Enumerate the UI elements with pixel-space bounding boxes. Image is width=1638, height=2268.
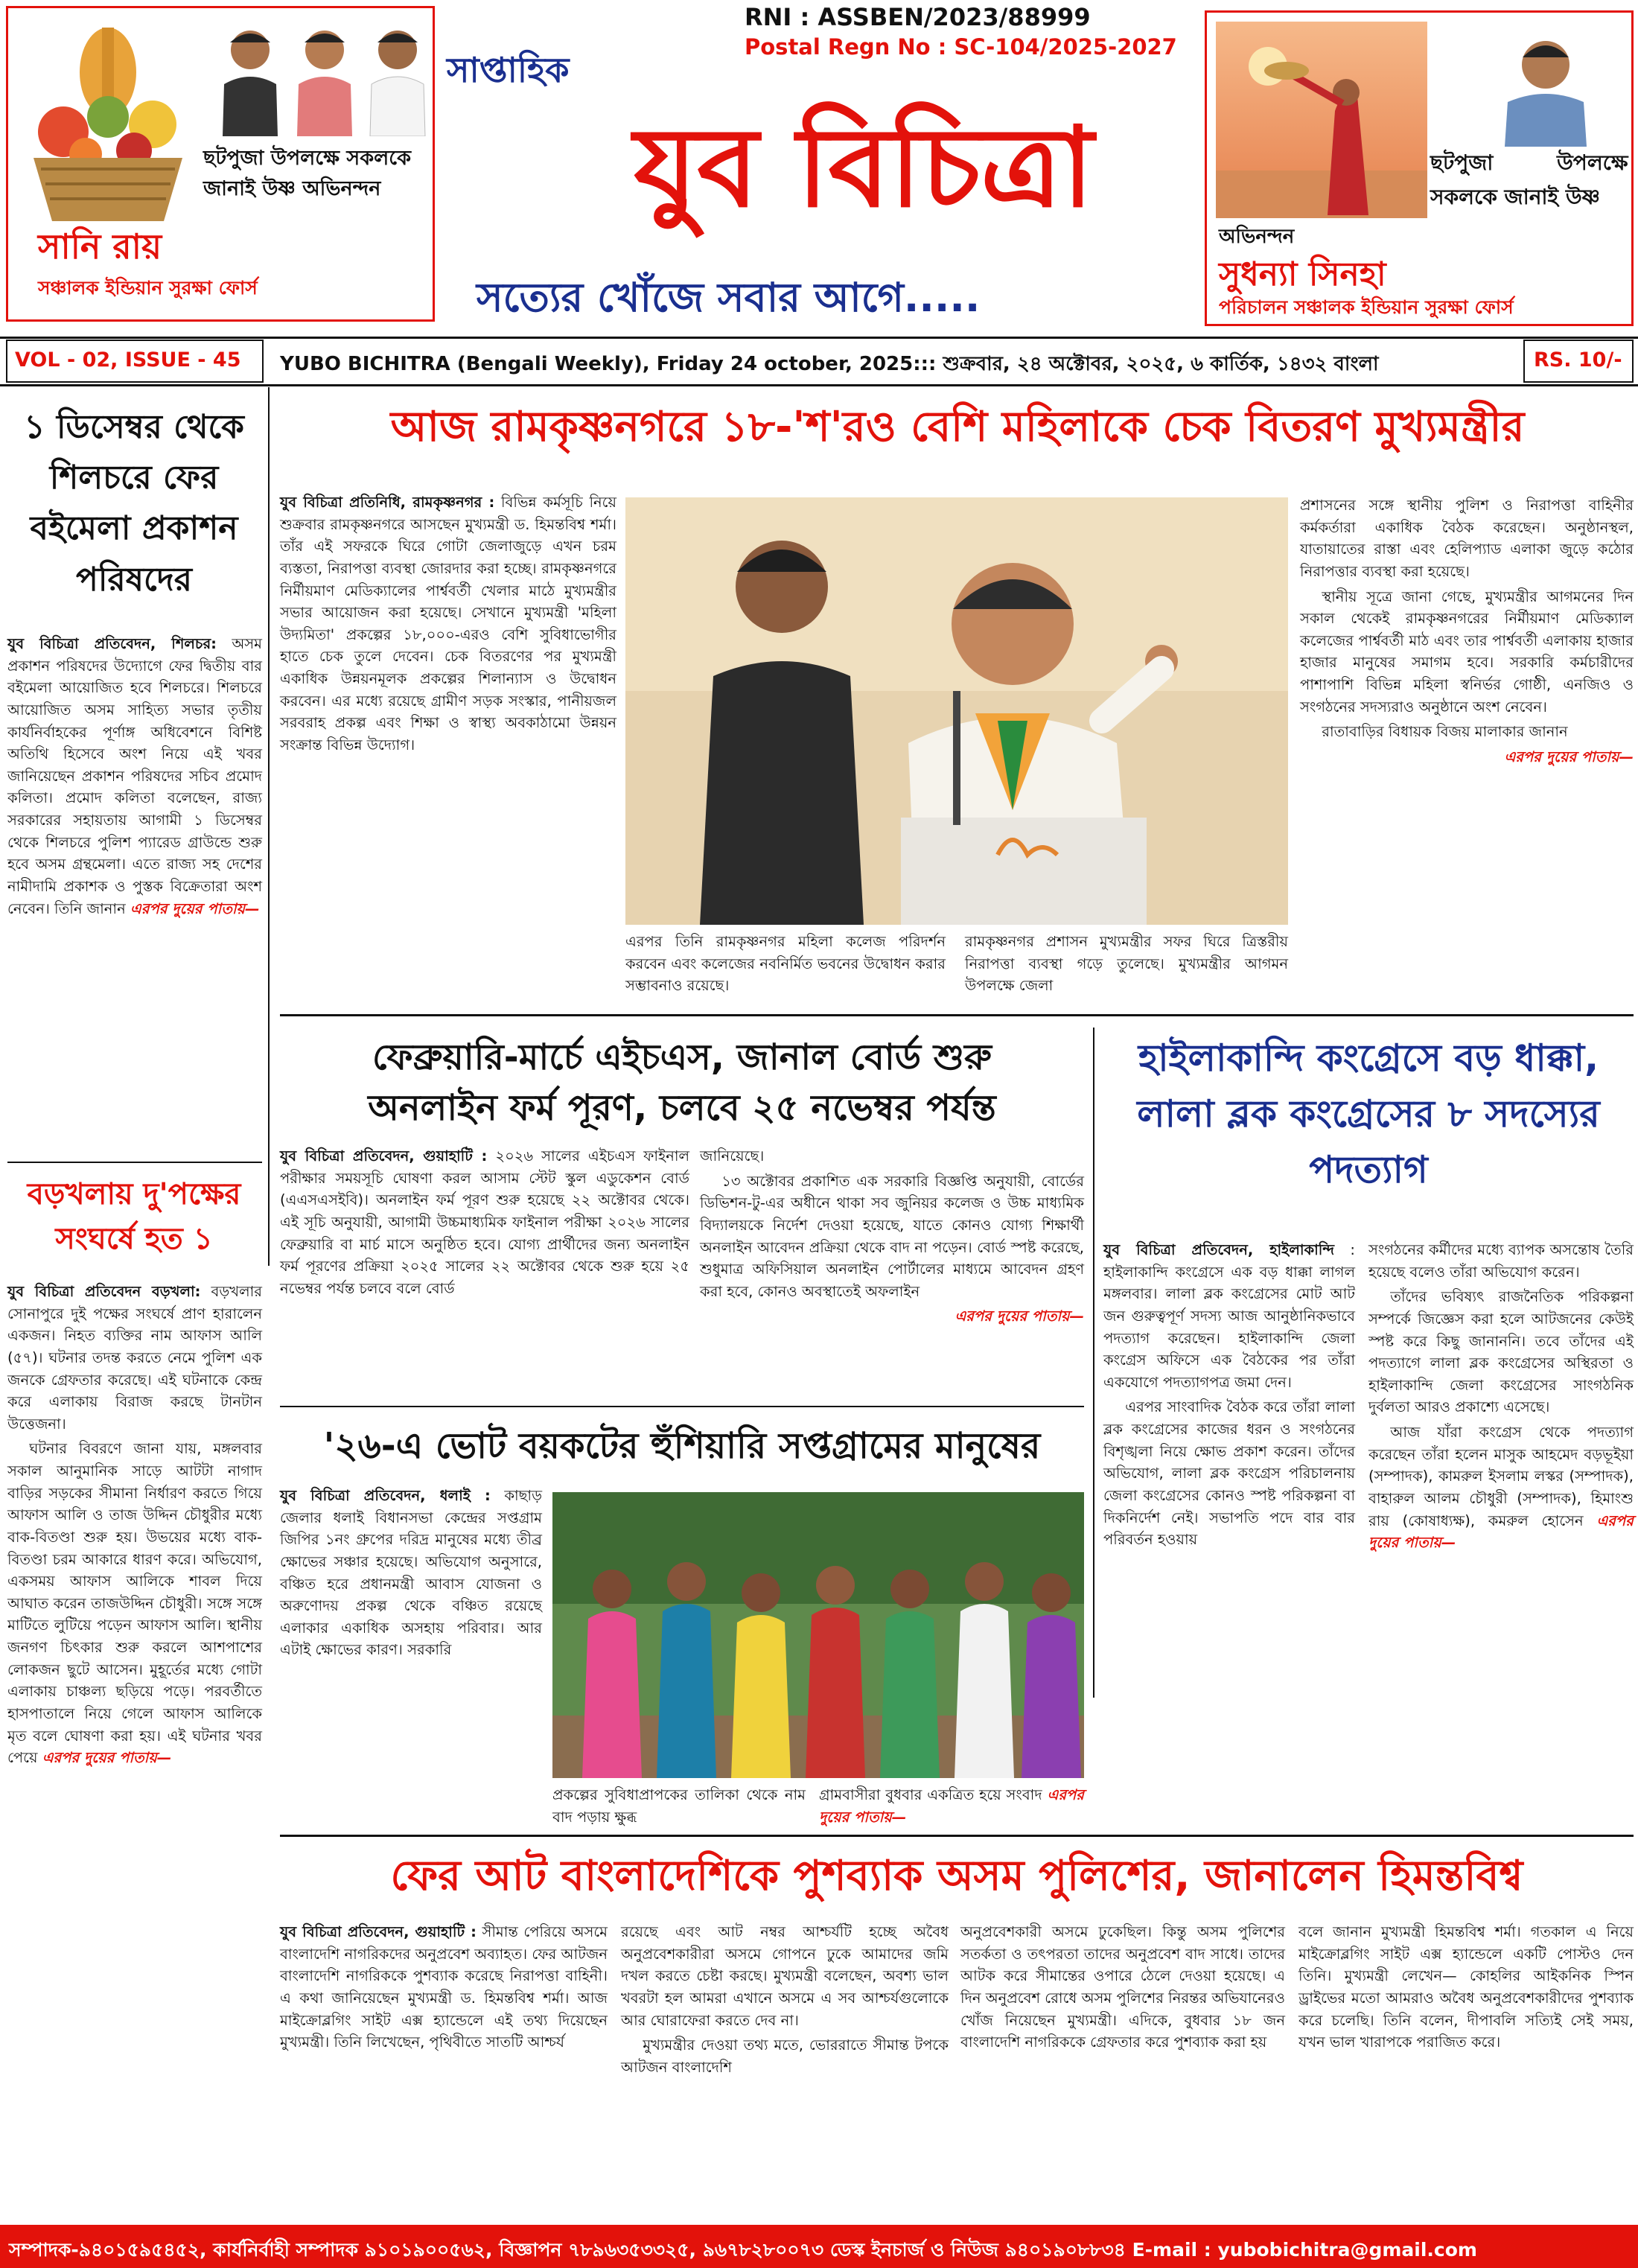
hailakandi-column-1 — [1103, 1239, 1355, 1554]
right-ad-name: সুধন্যা সিনহা — [1219, 255, 1386, 293]
hs-headline-2: অনলাইন ফর্ম পূরণ, চলবে ২৫ নভেম্বর পর্যন্ত — [368, 1087, 996, 1129]
hs-headline-1: ফেব্রুয়ারি-মার্চে এইচএস, জানাল বোর্ড শুরু — [372, 1036, 992, 1078]
hailakandi-body-5: আজ যাঁরা কংগ্রেস থেকে পদত্যাগ করেছেন তাঁরা হলেন মাসুক আহমেদ বড়ভূইয়া (সম্পাদক), কামরুল ইসলাম লস্কর (সম্পাদক), বাহারুল আলম চৌধুরী (সম্পাদক), হিমাংশু রায় (কোষাধ্যক্ষ), কমরুল হোসেন — [1368, 1424, 1634, 1529]
footer-bar — [0, 2225, 1638, 2268]
hailakandi-body-4: তাঁদের ভবিষ্যৎ রাজনৈতিক পরিকল্পনা সম্পর্কে জিজ্ঞেস করা হলে আটজনের কেউই স্পষ্ট করে কিছু জানাননি। তবে তাঁদের এই পদত্যাগে লালা ব্লক কংগ্রেসের অস্থিরতা ও হাইলাকান্দি জেলা কংগ্রেসের সাংগঠনিক দুর্বলতা আরও প্রকাশ্যে এসেছে। — [1368, 1288, 1634, 1416]
left-article-1-rule — [7, 1162, 262, 1163]
hs-column-1 — [280, 1145, 689, 1299]
vote-under-photo-2 — [819, 1784, 1084, 1828]
chhath-devotee-photo — [1216, 22, 1427, 218]
hs-body-1: ২০২৬ সালের এইচএস ফাইনাল পরীক্ষার সময়সূচি ঘোষণা করল আসাম স্টেট স্কুল এডুকেশন বোর্ড (এএসএসইবি)। অনলাইন ফর্ম পূরণ শুরু হয়েছে ২২ অক্টোবর থেকে। এই সূচি অনুযায়ী, আগামী উচ্চমাধ্যমিক ফাইনাল পরীক্ষা ২০২৬ সালের ফেব্রুয়ারি বা মার্চ মাসে অনুষ্ঠিত হবে। যোগ্য প্রার্থীদের জন্য অনলাইন ফর্ম পূরণের প্রক্রিয়া ২০২৫ সালের ২২ অক্টোবর থেকে শুরু হয়ে ২৫ নভেম্বর পর্যন্ত চলবে বলে বোর্ড — [280, 1147, 690, 1297]
lead-headline: আজ রামকৃষ্ণনগরে ১৮-'শ'রও বেশি মহিলাকে চেক বিতরণ মুখ্যমন্ত্রীর — [390, 403, 1525, 451]
left-headline-2: বড়খলায় দু'পক্ষের সংঘর্ষে হত ১ — [27, 1177, 241, 1256]
vote-column-1 — [280, 1485, 542, 1661]
chief-minister-speech-photo — [625, 497, 1288, 925]
hailakandi-body-1: : হাইলাকান্দি কংগ্রেসে এক বড় ধাক্কা লাগল মঙ্গলবার। লালা ব্লক কংগ্রেসের মোট আট জন গুরুত্বপূর্ণ সদস্য আজ আনুষ্ঠানিকভাবে পদত্যাগ করেছেন। হাইলাকান্দি জেলা কংগ্রেস অফিসে এক বৈঠকের পর তাঁরা একযোগে পদত্যাগপত্র জমা দেন। — [1103, 1241, 1355, 1391]
lead-under-text-1: এরপর তিনি রামকৃষ্ণনগর মহিলা কলেজ পরিদর্শন করবেন এবং কলেজের নবনির্মিত ভবনের উদ্বোধন করার সম্ভাবনাও রয়েছে। — [625, 933, 946, 995]
right-ad-greeting-d: অভিনন্দন — [1219, 226, 1295, 248]
hailakandi-continued: এরপর দুয়ের পাতায়— — [1368, 1512, 1634, 1552]
push-headline: ফের আট বাংলাদেশিকে পুশব্যাক অসম পুলিশের, জানালেন হিমন্তবিশ্ব — [390, 1852, 1523, 1900]
left-ad-greeting: ছটপুজা উপলক্ষে সকলকে জানাই উষ্ণ অভিনন্দন — [203, 147, 411, 200]
push-column-3 — [960, 1921, 1285, 2054]
weekly-label: সাপ্তাহিক — [447, 50, 570, 90]
tagline: সত্যের খোঁজে সবার আগে..... — [477, 274, 981, 321]
lead-column-1 — [280, 491, 616, 756]
push-body-1: সীমান্ত পেরিয়ে অসমে বাংলাদেশি নাগরিকদের অনুপ্রবেশ অব্যাহত। ফের আটজন বাংলাদেশি নাগরিককে পুশব্যাক করেছে নিরাপত্তা বাহিনী। এ কথা জানিয়েছেন মুখ্যমন্ত্রী ড. হিমন্তবিশ্ব শর্মা। আজ মাইক্রোব্লগিং সাইট এক্স হ্যান্ডেলে এই তথ্য দিয়েছেন মুখ্যমন্ত্রী। তিনি লিখেছেন, পৃথিবীতে সাতটি আশ্চর্য — [280, 1923, 608, 2051]
hs-body-2a: জানিয়েছে। — [700, 1147, 765, 1165]
vote-under-text-1: প্রকল্পের সুবিধাপ্রাপকের তালিকা থেকে নাম বাদ পড়ায় ক্ষুব্ধ — [552, 1786, 806, 1826]
vote-under-photo-1 — [552, 1784, 806, 1828]
hs-right-divider — [1093, 1028, 1094, 1698]
lead-bottom-rule — [280, 1014, 1634, 1016]
lead-column-3 — [1300, 494, 1634, 771]
lead-continued: এরপর দুয়ের পাতায়— — [1504, 748, 1634, 765]
left-article-2-body-1: বড়খলার সোনাপুরে দুই পক্ষের সংঘর্ষে প্রাণ হারালেন একজন। নিহত ব্যক্তির নাম আফাস আলি (৫৭)। ঘটনার তদন্ত করতে নেমে পুলিশ এক জনকে গ্রেফতার করেছে। এই ঘটনাকে কেন্দ্র করে এলাকায় বিরাজ করছে টানটান উত্তেজনা। — [7, 1283, 262, 1433]
right-ad-greeting-c: সকলকে জানাই উষ্ণ — [1430, 185, 1600, 209]
fruit-basket-photo — [19, 20, 197, 229]
dateline-text: YUBO BICHITRA (Bengali Weekly), Friday 24 october, 2025::: শুক্রবার, ২৪ অক্টোবর, ২০২৫, ৬ কার্তিক, ১৪৩২ বাংলা — [280, 353, 1379, 375]
rni-number: RNI : ASSBEN/2023/88999 — [745, 3, 1091, 31]
lead-under-photo-1 — [625, 931, 946, 997]
vote-continued: এরপর দুয়ের পাতায়— — [819, 1786, 1085, 1826]
price: RS. 10/- — [1534, 348, 1622, 372]
lead-under-photo-2 — [965, 931, 1288, 997]
hailakandi-headline: হাইলাকান্দি কংগ্রেসে বড় ধাক্কা, লালা ব্লক কংগ্রেসের ৮ সদস্যের পদত্যাগ — [1137, 1036, 1600, 1191]
left-article-2-body-2: ঘটনার বিবরণে জানা যায়, মঙ্গলবার সকাল আনুমানিক সাড়ে আটটা নাগাদ বাড়ির সড়কের সীমানা নির্ধারণ করতে গিয়ে আফাস আলি ও তাজ উদ্দিন চৌধুরীর মধ্যে বাক-বিতণ্ডা শুরু হয়। উভয়ের মধ্যে বাক-বিতণ্ডা চরম আকারে ধারণ করে। অভিযোগ, একসময় আফাস আলিকে শাবল দিয়ে আঘাত করেন তাজউদ্দিন চৌধুরী। সঙ্গে সঙ্গে মাটিতে লুটিয়ে পড়েন আফাস আলি। স্থানীয় জনগণ চিৎকার শুরু করলে আশপাশের লোকজন ছুটে আসেন। মুহূর্তের মধ্যে গোটা এলাকায় চাঞ্চল্য ছড়িয়ে পড়ে। পরবর্তীতে হাসপাতালে নিয়ে গেলে আফাস আলিকে মৃত বলে ঘোষণা করা হয়। এই ঘটনার খবর পেয়ে — [7, 1440, 262, 1767]
left-article-2-continued: এরপর দুয়ের পাতায়— — [42, 1749, 172, 1767]
left-ad-role: সঞ্চালক ইন্ডিয়ান সুরক্ষা ফোর্স — [38, 277, 258, 299]
left-ad-box — [6, 6, 435, 322]
vote-body-1: কাছাড় জেলার ধলাই বিধানসভা কেন্দ্রের সপ্তগ্রাম জিপির ১নং গ্রুপের দরিদ্র মানুষের মধ্যে তীব্র ক্ষোভের সঞ্চার হয়েছে। অভিযোগ অনুসারে, বঞ্চিত হরে প্রধানমন্ত্রী আবাস যোজনা ও অরুণোদয় প্রকল্প থেকে বঞ্চিত রয়েছে এলাকার একাধিক অসহায় পরিবার। আর এটাই ক্ষোভের কারণ। সরকারি — [280, 1487, 543, 1659]
vote-headline: '২৬-এ ভোট বয়কটের হুঁশিয়ারি সপ্তগ্রামের মানুষের — [323, 1425, 1041, 1467]
vol-issue-badge — [6, 340, 264, 383]
left-headline-1: ১ ডিসেম্বর থেকে শিলচরে ফের বইমেলা প্রকাশন পরিষদের — [24, 408, 244, 599]
lead-col3-p1: প্রশাসনের সঙ্গে স্থানীয় পুলিশ ও নিরাপত্তা বাহিনীর কর্মকর্তারা একাধিক বৈঠক করেছেন। অনুষ্ঠানস্থল, যাতায়াতের রাস্তা এবং হেলিপ্যাড এলাকা জুড়ে কঠোর নিরাপত্তার ব্যবস্থা করা হয়েছে। — [1300, 497, 1634, 580]
person-photo-1 — [217, 25, 284, 136]
hs-body-2b: ১৩ অক্টোবর প্রকাশিত এক সরকারি বিজ্ঞপ্তি অনুযায়ী, বোর্ডের ডিভিশন-টু-এর অধীনে থাকা সব জুনিয়র কলেজ ও উচ্চ মাধ্যমিক বিদ্যালয়কে নির্দেশ দেওয়া হয়েছে, যাতে কোনও যোগ্য শিক্ষার্থী অনলাইন আবেদন প্রক্রিয়া থেকে বাদ না পড়েন। বোর্ড স্পষ্ট করেছে, শুধুমাত্র অফিসিয়াল অনলাইন পোর্টালের মাধ্যমে আবেদন গ্রহণ করা হবে, কোনও অবস্থাতেই অফলাইন — [700, 1172, 1084, 1300]
person-photo-2 — [291, 25, 358, 136]
newspaper-title: যুব বিচিত্রা — [634, 102, 1094, 232]
left-column-divider — [268, 387, 270, 1266]
push-body-2b: মুখ্যমন্ত্রীর দেওয়া তথ্য মতে, ভোররাতে সীমান্ত টপকে আটজন বাংলাদেশি — [621, 2036, 949, 2076]
hs-column-2 — [700, 1145, 1084, 1331]
villagers-protest-photo — [552, 1492, 1084, 1778]
postal-regn: Postal Regn No : SC-104/2025-2027 — [745, 34, 1177, 60]
left-article-1-reporter: যুব বিচিত্রা প্রতিবেদন, শিলচর: — [7, 635, 217, 652]
left-article-1-body: অসম প্রকাশন পরিষদের উদ্যোগে ফের দ্বিতীয় বার বইমেলা আয়োজিত হবে শিলচরে। শিলচরে আয়োজিত অসম সাহিত্য সভার তৃতীয় কার্যনির্বাহকের পূর্ণাঙ্গ অধিবেশনে বিশিষ্ট অতিথি হিসেবে অংশ নিয়ে এই খবর জানিয়েছেন প্রকাশন পরিষদের সচিব প্রমোদ কলিতা। প্রমোদ কলিতা বলেছেন, রাজ্য সরকারের সহায়তায় আগামী ১ ডিসেম্বর থেকে শিলচরে পুলিশ প্যারেড গ্রাউন্ডে শুরু হবে অসম গ্রন্থমেলা। এতে রাজ্য সহ দেশের নামীদামি প্রকাশক ও পুস্তক বিক্রেতারা অংশ নেবেন। তিনি জানান — [7, 635, 262, 917]
push-column-2 — [621, 1921, 949, 2081]
hailakandi-body-2: এরপর সাংবাদিক বৈঠক করে তাঁরা লালা ব্লক কংগ্রেসের কাজের ধরন ও সংগঠনের বিশৃঙ্খলা নিয়ে ক্ষোভ প্রকাশ করেন। তাঁদের অভিযোগ, লালা ব্লক কংগ্রেস পরিচালনায় জেলা কংগ্রেসের কোনও স্পষ্ট পরিকল্পনা বা দিকনির্দেশ নেই। সভাপতি পদে বার বার পরিবর্তন হওয়ায় — [1103, 1398, 1355, 1549]
push-top-rule — [280, 1835, 1634, 1837]
push-body-3: অনুপ্রবেশকারী অসমে ঢুকেছিল। কিন্তু অসম পুলিশের সতর্কতা ও তৎপরতা তাদের অনুপ্রবেশ বাদ সাধে। তাদের আটক করে সীমান্তের ওপারে ঠেলে দেওয়া হয়েছে। এ দিন অনুপ্রবেশ রোধে অসম পুলিশের নিরন্তর অভিযানেরও খোঁজ নিয়েছেন মুখ্যমন্ত্রী। এদিকে, বুধবার ১৮ জন বাংলাদেশি নাগরিককে গ্রেফতার করে পুশব্যাক করা হয় — [960, 1923, 1285, 2051]
vote-under-text-2: গ্রামবাসীরা বুধবার একত্রিত হয়ে সংবাদ — [819, 1786, 1042, 1803]
push-body-4: বলে জানান মুখ্যমন্ত্রী হিমন্তবিশ্ব শর্মা। গতকাল এ নিয়ে মাইক্রোব্লগিং সাইট এক্স হ্যান্ডেলে একটি পোস্টও দেন তিনি। মুখ্যমন্ত্রী লেখেন— কোহলির আইকনিক স্পিন ড্রাইভের মতো আমরাও অবৈধ অনুপ্রবেশকারীদের পুশব্যাক করে চলেছি। তিনি বলেন, দীপাবলি সত্যিই সেই সময়, যখন ভাল খারাপকে পরাজিত করে। — [1298, 1923, 1634, 2051]
vol-issue: VOL - 02, ISSUE - 45 — [15, 348, 241, 372]
person-photo-3 — [364, 25, 431, 136]
right-ad-greeting-b: উপলক্ষে — [1557, 150, 1628, 175]
push-reporter: যুব বিচিত্রা প্রতিবেদন, গুয়াহাটি : — [280, 1923, 477, 1940]
push-column-1 — [280, 1921, 608, 2054]
price-badge — [1523, 340, 1634, 383]
lead-col3-p3: রাতাবাড়ির বিধায়ক বিজয় মালাকার জানান — [1322, 723, 1568, 741]
dateline-rule-top — [0, 337, 1638, 339]
hailakandi-reporter: যুব বিচিত্রা প্রতিবেদন, হাইলাকান্দি — [1103, 1241, 1335, 1258]
hs-reporter: যুব বিচিত্রা প্রতিবেদন, গুয়াহাটি : — [280, 1147, 488, 1165]
left-article-2-reporter: যুব বিচিত্রা প্রতিবেদন বড়খলা: — [7, 1283, 201, 1300]
person-photo-4 — [1490, 28, 1602, 147]
left-ad-name: সানি রায় — [38, 226, 162, 267]
push-column-4 — [1298, 1921, 1634, 2054]
left-article-1-continued: এরপর দুয়ের পাতায়— — [130, 899, 260, 917]
hailakandi-body-3: সংগঠনের কর্মীদের মধ্যে ব্যাপক অসন্তোষ তৈরি হয়েছে বলেও তাঁরা অভিযোগ করেন। — [1368, 1241, 1634, 1281]
vote-reporter: যুব বিচিত্রা প্রতিবেদন, ধলাই : — [280, 1487, 491, 1504]
hs-continued: এরপর দুয়ের পাতায়— — [955, 1307, 1084, 1325]
footer-contacts: সম্পাদক-৯৪০১৫৯৫৪৫২, কার্যনির্বাহী সম্পাদক ৯১০১৯০০৫৬২, বিজ্ঞাপন ৭৮৯৬৩৫৩৩২৫, ৯৬৭৮২৮০০৭৩ ডেস্ক ইনচার্জ ও নিউজ ৯৪০১৯০৮৮৩৪ E-mail : yubobichitra@gmail.com — [9, 2239, 1477, 2261]
lead-under-text-2: রামকৃষ্ণনগর প্রশাসন মুখ্যমন্ত্রীর সফর ঘিরে ত্রিস্তরীয় নিরাপত্তা ব্যবস্থা গড়ে তুলেছে। মুখ্যমন্ত্রীর আগমন উপলক্ষে জেলা — [965, 933, 1288, 995]
dateline-rule-bottom — [0, 384, 1638, 386]
right-ad-greeting-a: ছটপুজা — [1430, 150, 1494, 175]
right-ad-role: পরিচালন সঞ্চালক ইন্ডিয়ান সুরক্ষা ফোর্স — [1219, 296, 1514, 318]
hailakandi-column-2 — [1368, 1239, 1634, 1557]
right-ad-box — [1205, 10, 1634, 326]
hs-bottom-rule — [280, 1406, 1084, 1407]
lead-body-1: বিভিন্ন কর্মসূচি নিয়ে শুক্রবার রামকৃষ্ণনগরে আসছেন মুখ্যমন্ত্রী ড. হিমন্তবিশ্ব শর্মা। তাঁর এই সফরকে ঘিরে গোটা জেলাজুড়ে এখন চরম ব্যস্ততা, নিরাপত্তা ব্যবস্থা জোরদার করা হচ্ছে। রামকৃষ্ণনগরে নির্মীয়মাণ মেডিক্যালের পার্শ্ববর্তী খেলার মাঠে মুখ্যমন্ত্রীর সভার আয়োজন করা হয়েছে। সেখানে মুখ্যমন্ত্রী 'মহিলা উদ্যমিতা' প্রকল্পের ১৮,০০০-এরও বেশি সুবিধাভোগীর হাতে চেক তুলে দেবেন। চেক বিতরণের পর মুখ্যমন্ত্রী একাধিক উন্নয়নমূলক প্রকল্পের শিলান্যাস ও উদ্বোধন করবেন। এর মধ্যে রয়েছে গ্রামীণ সড়ক সংস্কার, পানীয়জল সরবরাহ প্রকল্প এবং শিক্ষা ও স্বাস্থ্য অবকাঠামো উন্নয়ন সংক্রান্ত বিভিন্ন উদ্যোগ। — [280, 494, 616, 754]
push-body-2a: রয়েছে এবং আট নম্বর আশ্চর্যটি হচ্ছে অবৈধ অনুপ্রবেশকারীরা অসমে গোপনে ঢুকে আমাদের জমি দখল করতে চেষ্টা করছে। মুখ্যমন্ত্রী বলেছেন, অবশ্য ভাল খবরটা হল আমরা এখানে অসমে এ সব আশ্চর্যগুলোকে আর ঘোরাফেরা করতে দেব না। — [621, 1923, 949, 2029]
lead-reporter: যুব বিচিত্রা প্রতিনিধি, রামকৃষ্ণনগর : — [280, 494, 495, 511]
lead-col3-p2: স্থানীয় সূত্রে জানা গেছে, মুখ্যমন্ত্রীর আগমনের দিন সকাল থেকেই রামকৃষ্ণনগরের নির্মীয়মাণ মেডিক্যাল কলেজের পার্শ্ববর্তী মাঠ এবং তার পার্শ্ববর্তী এলাকায় হাজার হাজার মানুষের সমাগম হবে। সরকারি কর্মচারীদের পাশাপাশি বিভিন্ন মহিলা স্বনির্ভর গোষ্ঠী, এনজিও ও সংগঠনের সদস্যরাও অনুষ্ঠানে অংশ নেবেন। — [1300, 587, 1634, 716]
left-article-1 — [7, 633, 262, 920]
left-article-2 — [7, 1281, 262, 1772]
